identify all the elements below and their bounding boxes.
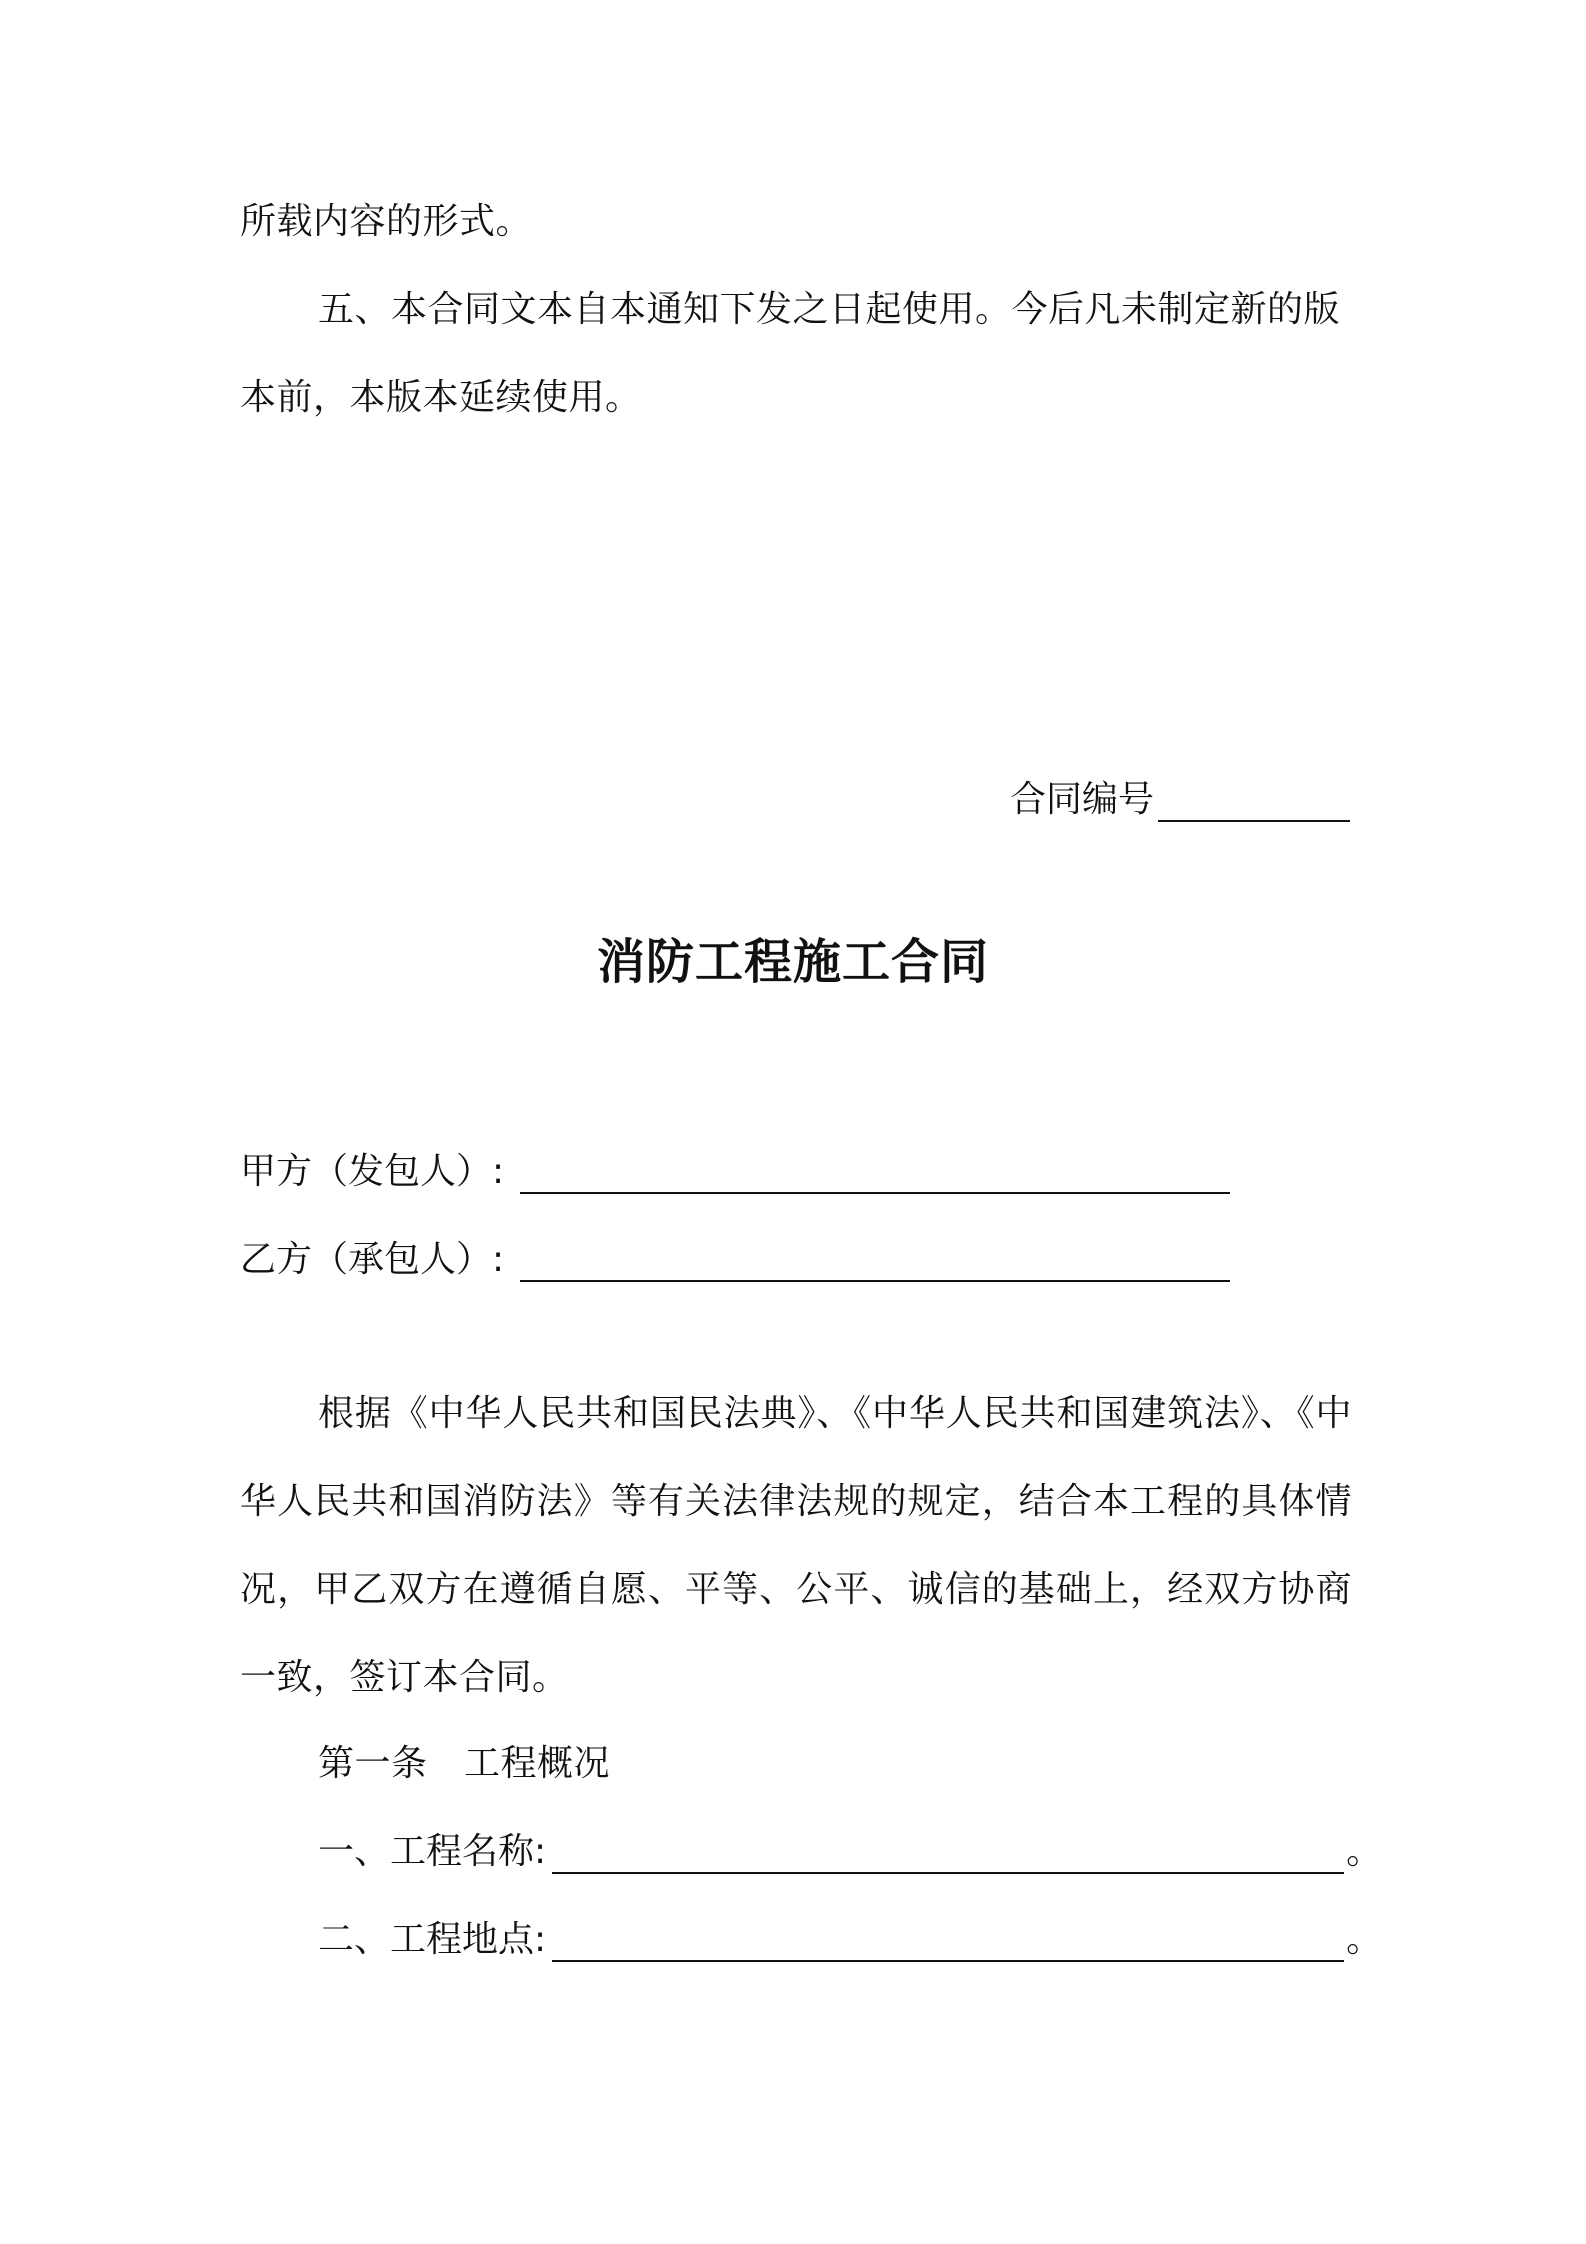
project-location-period: 。 bbox=[1346, 1919, 1383, 1960]
party-a-label: 甲方（发包人）: bbox=[240, 1151, 505, 1192]
project-location-field bbox=[318, 1918, 1382, 1962]
project-name-field bbox=[318, 1830, 1382, 1874]
project-location-blank[interactable] bbox=[552, 1920, 1344, 1962]
project-name-period: 。 bbox=[1346, 1831, 1383, 1872]
paragraph-five-line-2: 本前，本版本延续使用。 bbox=[240, 377, 642, 418]
preamble-line-4: 一致，签订本合同。 bbox=[240, 1657, 569, 1698]
contract-number bbox=[1010, 778, 1350, 822]
paragraph-tail: 所载内容的形式。 bbox=[240, 201, 533, 242]
party-b-field bbox=[240, 1238, 1230, 1282]
party-a-field bbox=[240, 1150, 1230, 1194]
project-name-label: 一、工程名称: bbox=[318, 1831, 547, 1872]
party-b-label: 乙方（承包人）: bbox=[240, 1239, 505, 1280]
preamble-line-1: 根据《中华人民共和国民法典》、《中华人民共和国建筑法》、《中 bbox=[318, 1393, 1352, 1434]
contract-number-blank[interactable] bbox=[1158, 780, 1350, 822]
party-b-blank[interactable] bbox=[520, 1240, 1230, 1282]
article-one-heading: 第一条 工程概况 bbox=[318, 1743, 611, 1784]
preamble-line-2: 华人民共和国消防法》等有关法律法规的规定，结合本工程的具体情 bbox=[240, 1481, 1352, 1522]
paragraph-five-line-1: 五、本合同文本自本通知下发之日起使用。今后凡未制定新的版 bbox=[318, 289, 1341, 330]
party-a-blank[interactable] bbox=[520, 1152, 1230, 1194]
project-name-blank[interactable] bbox=[552, 1832, 1344, 1874]
contract-number-label: 合同编号 bbox=[1010, 779, 1155, 820]
preamble-line-3: 况，甲乙双方在遵循自愿、平等、公平、诚信的基础上，经双方协商 bbox=[240, 1569, 1352, 1610]
document-title: 消防工程施工合同 bbox=[596, 934, 989, 990]
project-location-label: 二、工程地点: bbox=[318, 1919, 547, 1960]
